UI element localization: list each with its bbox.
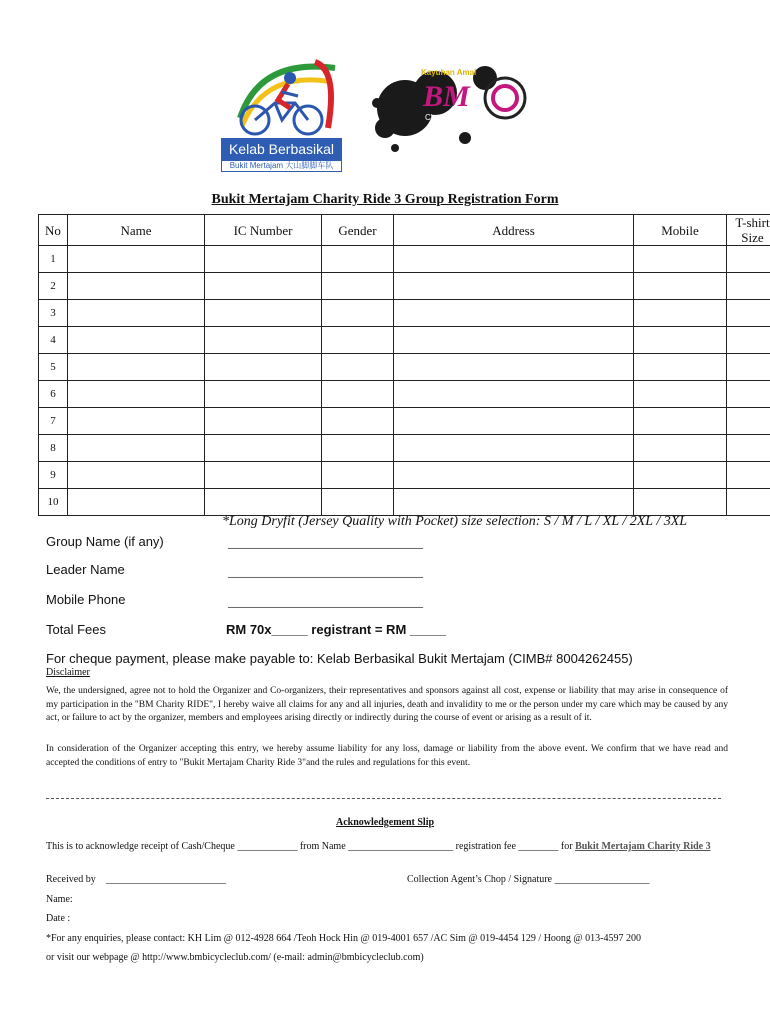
row-number: 7 [39,408,68,435]
name-cell[interactable] [68,300,205,327]
ic-number-cell[interactable] [205,435,322,462]
webpage-contact: or visit our webpage @ http://www.bmbicycleclub.com/ (e-mail: admin@bmbicycleclub.com) [46,952,424,963]
mobile-phone-field[interactable]: ______________________________ [228,594,423,609]
gender-cell[interactable] [322,300,394,327]
leader-name-label: Leader Name [46,562,125,577]
row-number: 3 [39,300,68,327]
ic-number-cell[interactable] [205,327,322,354]
tshirt-size-cell[interactable] [727,300,770,327]
ic-number-cell[interactable] [205,381,322,408]
table-row [39,435,770,462]
address-cell[interactable] [394,489,634,516]
group-name-field[interactable]: ______________________________ [228,535,423,550]
name-cell[interactable] [68,435,205,462]
mobile-cell[interactable] [634,246,727,273]
logo-charity-text: Charity Ride [425,113,470,122]
gender-cell[interactable] [322,435,394,462]
enquiries-contact: *For any enquiries, please contact: KH Lim @ 012-4928 664 /Teoh Hock Hin @ 019-4001 657 /AC Sim @ 019-4454 129 / Hoong @ 013-4597 200 [46,933,641,944]
ic-number-cell[interactable] [205,354,322,381]
gender-cell[interactable] [322,273,394,300]
table-row [39,327,770,354]
logo-banner: Kelab Berbasikal [221,138,342,160]
ack-receipt-event: Bukit Mertajam Charity Ride 3 [575,841,711,852]
name-cell[interactable] [68,489,205,516]
tshirt-size-cell[interactable] [727,381,770,408]
header-no: No [39,215,68,246]
received-by-field[interactable]: ________________________ [106,874,226,885]
logo-kayuhan-text: Kayuhan Amal [421,68,477,77]
ack-date-label: Date : [46,913,71,924]
mobile-phone-label: Mobile Phone [46,592,126,607]
table-row [39,408,770,435]
address-cell[interactable] [394,381,634,408]
header-tshirt-size: T-shirt Size [727,215,770,246]
gender-cell[interactable] [322,408,394,435]
gender-cell[interactable] [322,462,394,489]
row-number: 4 [39,327,68,354]
logo-bm-text: BM [423,80,470,113]
tshirt-size-cell[interactable] [727,462,770,489]
name-cell[interactable] [68,354,205,381]
gender-cell[interactable] [322,354,394,381]
tshirt-size-cell[interactable] [727,435,770,462]
total-fees-label: Total Fees [46,622,106,637]
name-cell[interactable] [68,381,205,408]
group-name-label: Group Name (if any) [46,534,164,549]
received-by-label: Received by [46,874,96,885]
table-row [39,489,770,516]
row-number: 9 [39,462,68,489]
row-number: 6 [39,381,68,408]
mobile-cell[interactable] [634,489,727,516]
address-cell[interactable] [394,462,634,489]
header-address: Address [394,215,634,246]
address-cell[interactable] [394,327,634,354]
mobile-cell[interactable] [634,300,727,327]
gender-cell[interactable] [322,327,394,354]
header-name: Name [68,215,205,246]
table-row [39,273,770,300]
header-mobile: Mobile [634,215,727,246]
header-gender: Gender [322,215,394,246]
mobile-cell[interactable] [634,354,727,381]
row-number: 8 [39,435,68,462]
mobile-cell[interactable] [634,381,727,408]
name-cell[interactable] [68,273,205,300]
name-cell[interactable] [68,246,205,273]
name-cell[interactable] [68,408,205,435]
table-row [39,462,770,489]
ic-number-cell[interactable] [205,489,322,516]
header-ic-number: IC Number [205,215,322,246]
total-fees-field[interactable]: RM 70x_____ registrant = RM _____ [226,622,447,637]
name-cell[interactable] [68,327,205,354]
ack-slip-title: Acknowledgement Slip [335,817,435,828]
table-row [39,246,770,273]
row-number: 1 [39,246,68,273]
row-number: 2 [39,273,68,300]
ic-number-cell[interactable] [205,462,322,489]
ic-number-cell[interactable] [205,300,322,327]
ack-receipt-text: This is to acknowledge receipt of Cash/Cheque ____________ from Name _____________________ registration fee ________ for [46,841,573,852]
logo-subtitle: Bukit Mertajam 大山脚脚车队 [221,160,342,172]
tshirt-size-cell[interactable] [727,246,770,273]
registration-table [38,214,770,516]
tshirt-size-cell[interactable] [727,327,770,354]
tshirt-size-cell[interactable] [727,489,770,516]
size-selection-note: *Long Dryfit (Jersey Quality with Pocket) size selection: S / M / L / XL / 2XL / 3XL [222,514,688,529]
mobile-cell[interactable] [634,273,727,300]
address-cell[interactable] [394,354,634,381]
cheque-note: For cheque payment, please make payable to: Kelab Berbasikal Bukit Mertajam (CIMB# 8004262455) [46,651,633,666]
gender-cell[interactable] [322,489,394,516]
ic-number-cell[interactable] [205,273,322,300]
row-number: 10 [39,489,68,516]
table-header-row [39,215,770,246]
row-number: 5 [39,354,68,381]
tshirt-size-cell[interactable] [727,273,770,300]
bm-charity-ride-logo [365,48,530,158]
name-cell[interactable] [68,462,205,489]
disclaimer-paragraph-1: We, the undersigned, agree not to hold the Organizer and Co-organizers, their representatives and sponsors against all cost, expense or liability that may arise in consequence of my participation in the "BM Charity RIDE", I hereby waive all claims for any and all injuries, death and invalidity to me or the person under my care which may be caused by any act, or failure to act by the organizer, members and employees arising directly or indirectly during the course of event or arising as a result of it. [46,686,728,723]
address-cell[interactable] [394,408,634,435]
ack-receipt-line [46,841,736,852]
cut-line-divider [46,798,721,799]
disclaimer-heading: Disclaimer [46,667,90,678]
address-cell[interactable] [394,300,634,327]
address-cell[interactable] [394,246,634,273]
disclaimer-paragraph-2: In consideration of the Organizer accepting this entry, we hereby assume liability for any loss, damage or liability from the above event. We confirm that we have read and accepted the conditions of entry to "Bukit Mertajam Charity Ride 3"and the rules and regulations for this event. [46,744,728,768]
ic-number-cell[interactable] [205,408,322,435]
collection-agent-chop[interactable]: Collection Agent’s Chop / Signature ___________________ [407,874,650,885]
table-row [39,381,770,408]
ack-name-label: Name: [46,894,73,905]
ic-number-cell[interactable] [205,246,322,273]
mobile-cell[interactable] [634,408,727,435]
mobile-cell[interactable] [634,327,727,354]
table-row [39,354,770,381]
form-title: Bukit Mertajam Charity Ride 3 Group Registration Form [211,192,559,207]
address-cell[interactable] [394,435,634,462]
address-cell[interactable] [394,273,634,300]
leader-name-field[interactable]: ______________________________ [228,564,423,579]
mobile-cell[interactable] [634,462,727,489]
gender-cell[interactable] [322,381,394,408]
table-row [39,300,770,327]
mobile-cell[interactable] [634,435,727,462]
tshirt-size-cell[interactable] [727,354,770,381]
tshirt-size-cell[interactable] [727,408,770,435]
gender-cell[interactable] [322,246,394,273]
